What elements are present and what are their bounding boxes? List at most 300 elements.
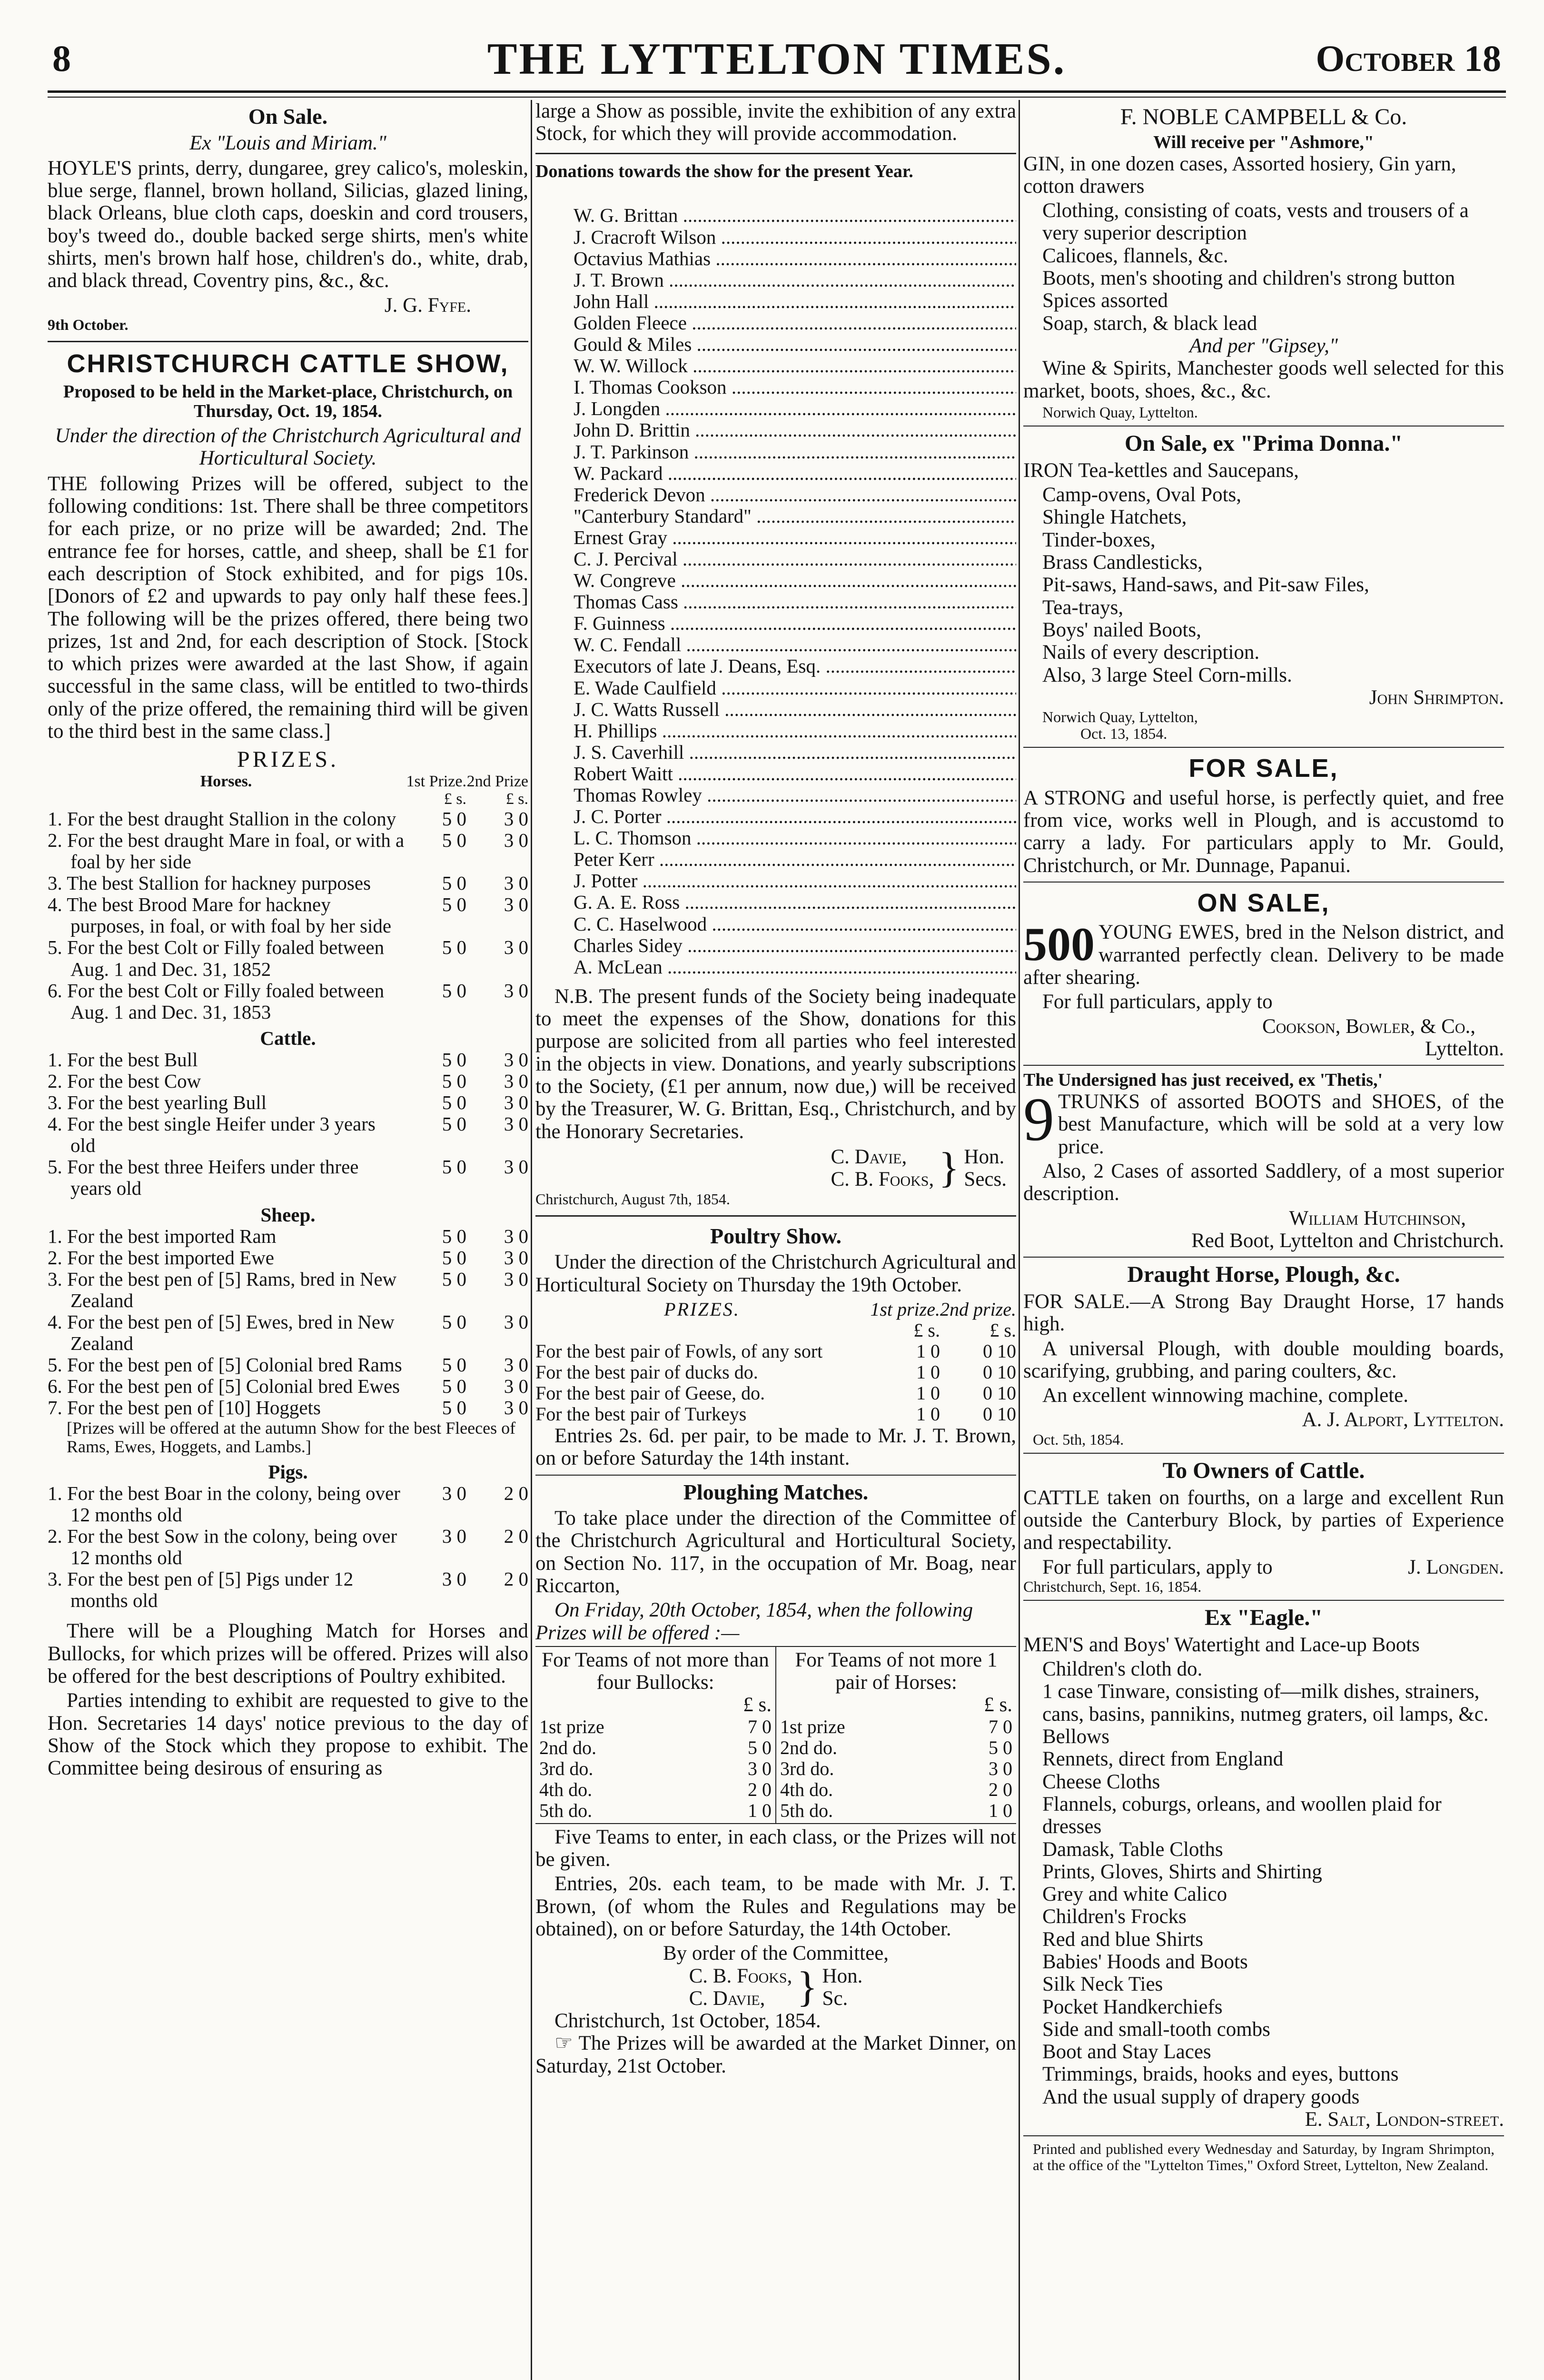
prizes-heading: PRIZES. bbox=[237, 747, 339, 773]
ploughing-title: Ploughing Matches. bbox=[683, 1479, 869, 1504]
donation-row bbox=[535, 655, 1016, 677]
donation-row bbox=[535, 806, 1016, 827]
donation-row bbox=[535, 699, 1016, 720]
ploughing-intro: To take place under the direction of the Committee of the Christchurch Agricultural and Horticultural Society, on Section No. 117, in the occupation of Mr. Boag, near Riccarton, bbox=[535, 1507, 1016, 1597]
prize-label: 3. The best Stallion for hackney purposes bbox=[48, 872, 371, 894]
prize-label: 1. For the best Bull bbox=[48, 1048, 198, 1071]
continuation-text: large a Show as possible, invite the exhibition of any extra Stock, for which they will provide accommodation. bbox=[535, 100, 1016, 145]
donor-name: W. G. Brittan ..... bbox=[535, 205, 1016, 226]
ploughing-prize-row bbox=[780, 1716, 1012, 1737]
poultry-first-value: 1 0 bbox=[916, 1361, 940, 1383]
cattle-prize-row bbox=[48, 1049, 528, 1071]
donor-name: G. A. E. Ross ..... bbox=[535, 892, 1016, 913]
ploughing-prize-label: 4th do. bbox=[539, 1778, 593, 1800]
donor-name: L. C. Thomson ..... bbox=[535, 827, 1016, 849]
on-sale-date: 9th October. bbox=[48, 316, 129, 333]
ploughing-prize-row bbox=[780, 1800, 1012, 1821]
eagle-item: And the usual supply of drapery goods bbox=[1042, 2085, 1360, 2108]
donor-name: W. Packard ..... bbox=[535, 463, 1016, 484]
prima-item: Nails of every description. bbox=[1042, 641, 1260, 664]
donation-row bbox=[535, 484, 1016, 506]
divider bbox=[1023, 2135, 1504, 2136]
thetis-also: Also, 2 Cases of assorted Saddlery, of a most superior description. bbox=[1023, 1160, 1504, 1205]
divider bbox=[1023, 1257, 1504, 1258]
cattle-show-title: CHRISTCHURCH CATTLE SHOW, bbox=[67, 349, 509, 378]
donation-row bbox=[535, 441, 1016, 463]
divider bbox=[1023, 1065, 1504, 1066]
second-prize-value: 3 0 bbox=[504, 1354, 528, 1376]
first-prize-value: 5 0 bbox=[442, 1113, 466, 1135]
ploughing-prize-amount: 2 0 bbox=[748, 1778, 772, 1800]
ploughing-prize-label: 4th do. bbox=[780, 1778, 833, 1800]
donation-row bbox=[535, 248, 1016, 269]
column-divider bbox=[531, 100, 532, 2380]
prize-label: 3. For the best yearling Bull bbox=[48, 1091, 267, 1114]
campbell-title: F. NOBLE CAMPBELL & Co. bbox=[1120, 104, 1407, 129]
first-prize-value: 5 0 bbox=[442, 979, 466, 1002]
first-prize-value: 5 0 bbox=[442, 1397, 466, 1419]
poultry-second-value: 0 10 bbox=[983, 1403, 1016, 1425]
second-prize-value: 3 0 bbox=[504, 1397, 528, 1419]
poultry-second-value: 0 10 bbox=[983, 1382, 1016, 1404]
printer-imprint: Printed and published every Wednesday and Saturday, by Ingram Shrimpton, at the office of the "Lyttelton Times," Oxford Street, Lyttelton, New Zealand. bbox=[1033, 2141, 1495, 2174]
first-prize-value: 5 0 bbox=[442, 936, 466, 959]
ploughing-note: There will be a Ploughing Match for Horses and Bullocks, for which prizes will be offered. Prizes will also be offered for the best descriptions of Poultry exhibited. bbox=[48, 1620, 528, 1687]
owners-title: To Owners of Cattle. bbox=[1162, 1458, 1365, 1483]
ploughing-prize-label: 5th do. bbox=[539, 1799, 593, 1821]
poultry-intro: Under the direction of the Christchurch Agricultural and Horticultural Society on Thursday the 19th October. bbox=[535, 1251, 1016, 1296]
ewes-title: ON SALE, bbox=[1197, 889, 1330, 918]
donation-row bbox=[535, 227, 1016, 248]
eagle-item: Silk Neck Ties bbox=[1042, 1973, 1163, 1996]
campbell-and-per: And per "Gipsey," bbox=[1189, 334, 1338, 357]
second-prize-value: 3 0 bbox=[504, 1156, 528, 1178]
second-prize-value: 2 0 bbox=[504, 1525, 528, 1547]
donation-row bbox=[535, 742, 1016, 763]
donor-name: Peter Kerr ..... bbox=[535, 849, 1016, 870]
prize-label: 5. For the best Colt or Filly foaled between Aug. 1 and Dec. 31, 1852 bbox=[48, 936, 385, 980]
horses-team-heading: For Teams of not more 1 pair of Horses: bbox=[795, 1648, 998, 1694]
second-prize-header: 2nd Prize bbox=[466, 773, 528, 791]
issue-date: October 18 bbox=[1316, 38, 1501, 79]
eagle-item: Rennets, direct from England bbox=[1042, 1748, 1284, 1771]
donation-row bbox=[535, 892, 1016, 913]
prima-signature: John Shrimpton. bbox=[1369, 686, 1504, 709]
second-prize-value: 3 0 bbox=[504, 1070, 528, 1092]
first-prize-header: 1st Prize. bbox=[406, 773, 466, 791]
campbell-wine: Wine & Spirits, Manchester goods well selected for this market, boots, shoes, &c., &c. bbox=[1023, 357, 1504, 402]
donation-row bbox=[535, 613, 1016, 634]
prize-label: 5. For the best pen of [5] Colonial bred Rams bbox=[48, 1354, 402, 1376]
poultry-first-value: 1 0 bbox=[916, 1382, 940, 1404]
donor-name: J. T. Brown ..... bbox=[535, 269, 1016, 291]
horses-prize-table bbox=[48, 773, 528, 1611]
eagle-item: Flannels, coburgs, orleans, and woollen plaid for dresses bbox=[1042, 1793, 1442, 1838]
donor-name: Executors of late J. Deans, Esq. ..... bbox=[535, 655, 1016, 677]
ploughing-prize-row bbox=[780, 1779, 1012, 1800]
first-prize-value: 5 0 bbox=[442, 893, 466, 916]
thetis-body: TRUNKS of assorted BOOTS and SHOES, of the best Manufacture, which will be sold at a very low price. bbox=[1058, 1091, 1504, 1158]
ploughing-prize-amount: 3 0 bbox=[989, 1757, 1012, 1779]
cattle-heading: Cattle. bbox=[260, 1027, 316, 1049]
horse-prize-row bbox=[48, 808, 528, 830]
hon-label: Hon. bbox=[964, 1145, 1005, 1168]
campbell-address: Norwich Quay, Lyttelton. bbox=[1042, 403, 1198, 421]
donor-name: J. C. Porter ..... bbox=[535, 806, 1016, 827]
on-sale-title: On Sale. bbox=[248, 104, 328, 129]
donor-name: Robert Waitt ..... bbox=[535, 763, 1016, 784]
donor-name: C. J. Percival ..... bbox=[535, 548, 1016, 570]
campbell-subtitle: Will receive per "Ashmore," bbox=[1153, 132, 1374, 152]
campbell-body: GIN, in one dozen cases, Assorted hosiery, Gin yarn, cotton drawers bbox=[1023, 152, 1456, 198]
committee-signatures: C. B. Fooks, C. Davie, } Hon. Sc. bbox=[689, 1963, 863, 2011]
donation-row bbox=[535, 269, 1016, 291]
eagle-first: MEN'S and Boys' Watertight and Lace-up Boots bbox=[1023, 1633, 1420, 1656]
for-sale-body: A STRONG and useful horse, is perfectly quiet, and free from vice, works well in Plough, and is accustomd to carry a lady. For particulars apply to Mr. Gould, Christchurch, or Mr. Dunnage, Papanui. bbox=[1023, 786, 1504, 877]
prize-label: 3. For the best pen of [5] Pigs under 12 months old bbox=[48, 1568, 354, 1612]
donor-name: I. Thomas Cookson ..... bbox=[535, 377, 1016, 398]
first-prize-value: 5 0 bbox=[442, 1375, 466, 1398]
second-prize-value: 3 0 bbox=[504, 829, 528, 851]
secretaries-block: C. Davie, C. B. Fooks, } Hon. Secs. bbox=[831, 1144, 1007, 1192]
ewes-particulars: For full particulars, apply to bbox=[1042, 991, 1273, 1013]
nb-text: N.B. The present funds of the Society being inadequate to meet the expenses of the Show, donations for this purpose are solicited from all parties who feel interested in the objects in view. Donations, and yearly subscriptions to the Society, (£1 per annum, now due,) will be received by the Treasurer, W. G. Brittan, Esq., Christchurch, and by the Honorary Secretaries. bbox=[535, 985, 1016, 1143]
campbell-item: Boots, men's shooting and children's strong button bbox=[1042, 267, 1455, 290]
horses-column bbox=[776, 1647, 1016, 1823]
ploughing-prize-amount: 1 0 bbox=[989, 1799, 1012, 1821]
thetis-ad bbox=[1023, 1085, 1504, 1158]
prima-item: Pit-saws, Hand-saws, and Pit-saw Files, bbox=[1042, 574, 1369, 596]
sheep-prize-row bbox=[48, 1226, 528, 1247]
hon-label: Hon. bbox=[822, 1964, 863, 1987]
prima-item: Tea-trays, bbox=[1042, 596, 1124, 619]
second-prize-value: 3 0 bbox=[504, 1225, 528, 1247]
campbell-items bbox=[1023, 199, 1504, 335]
horses-heading: Horses. bbox=[200, 773, 252, 791]
five-teams-note: Five Teams to enter, in each class, or the Prizes will not be given. bbox=[535, 1825, 1016, 1871]
poultry-row bbox=[535, 1404, 1016, 1425]
first-prize-value: 5 0 bbox=[442, 872, 466, 894]
donation-row bbox=[535, 677, 1016, 699]
draught-plough: A universal Plough, with double moulding boards, scarifying, grubbing, and paring coulters, &c. bbox=[1023, 1337, 1504, 1382]
prize-label: 2. For the best draught Mare in foal, or with a foal by her side bbox=[48, 829, 405, 873]
ploughing-prize-row bbox=[780, 1737, 1012, 1758]
donations-table bbox=[535, 183, 1016, 977]
ploughing-prize-amount: 7 0 bbox=[989, 1716, 1012, 1737]
cattle-show-intro: THE following Prizes will be offered, subject to the following conditions: 1st. There shall be three competitors for each prize, or no prize will be awarded; 2nd. The entrance fee for horses, cattle, and sheep, shall be £1 for each description of Stock exhibited, and for pigs 10s. [Donors of £2 and upwards to pay only half these fees.] The following will be the prizes offered, there being two prizes, 1st and 2nd, for each description of Stock. [Stock to which prizes were awarded at the last Show, if again successful in the same class, will be entitled to two-thirds only of the prize offered, the remaining third will be given to the third best in the same class.] bbox=[48, 472, 528, 743]
divider bbox=[48, 341, 528, 342]
masthead-rule bbox=[48, 90, 1506, 93]
first-prize-value: 5 0 bbox=[442, 1246, 466, 1269]
donor-name: A. McLean ..... bbox=[535, 956, 1016, 978]
column-1 bbox=[48, 100, 528, 2380]
first-prize-value: 5 0 bbox=[442, 1268, 466, 1290]
campbell-item: Soap, starch, & black lead bbox=[1042, 312, 1257, 335]
ploughing-prize-row bbox=[780, 1758, 1012, 1779]
eagle-item: Prints, Gloves, Shirts and Shirting bbox=[1042, 1860, 1322, 1883]
horse-prize-row bbox=[48, 894, 528, 937]
prima-item: Shingle Hatchets, bbox=[1042, 506, 1187, 529]
second-prize-value: 3 0 bbox=[504, 1311, 528, 1333]
donor-name: J. C. Watts Russell ..... bbox=[535, 699, 1016, 720]
ploughing-prize-label: 5th do. bbox=[780, 1799, 833, 1821]
eagle-item: Children's Frocks bbox=[1042, 1905, 1187, 1928]
draught-title: Draught Horse, Plough, &c. bbox=[1127, 1262, 1400, 1288]
pointing-hand-icon: ☞ bbox=[554, 2032, 579, 2055]
cattle-prize-row bbox=[48, 1071, 528, 1092]
owners-particulars: For full particulars, apply to bbox=[1042, 1556, 1273, 1578]
eagle-item: Side and small-tooth combs bbox=[1042, 2018, 1270, 2041]
prize-label: 4. The best Brood Mare for hackney purposes, in foal, or with foal by her side bbox=[48, 893, 392, 937]
second-prize-value: 3 0 bbox=[504, 1375, 528, 1398]
second-prize-value: 3 0 bbox=[504, 1246, 528, 1269]
donation-row bbox=[535, 849, 1016, 870]
prima-date: Oct. 13, 1854. bbox=[1080, 725, 1168, 743]
donation-row bbox=[535, 355, 1016, 377]
secretary-name: C. Davie, bbox=[831, 1145, 907, 1168]
ploughing-final-note bbox=[535, 2032, 1016, 2077]
eagle-item: Trimmings, braids, hooks and eyes, buttons bbox=[1042, 2063, 1399, 2086]
ploughing-prize-label: 2nd do. bbox=[780, 1736, 837, 1758]
eagle-item: Bellows bbox=[1042, 1726, 1109, 1748]
by-order: By order of the Committee, bbox=[663, 1942, 889, 1965]
thetis-address: Red Boot, Lyttelton and Christchurch. bbox=[1191, 1229, 1504, 1252]
ploughing-date-line: On Friday, 20th October, 1854, when the following Prizes will be offered :— bbox=[535, 1599, 973, 1644]
horse-prize-row bbox=[48, 980, 528, 1023]
first-prize-value: 3 0 bbox=[442, 1482, 466, 1504]
first-prize-value: 5 0 bbox=[442, 1354, 466, 1376]
poultry-unit: £ s. bbox=[913, 1319, 940, 1341]
prize-label: 7. For the best pen of [10] Hoggets bbox=[48, 1397, 321, 1419]
donation-row bbox=[535, 463, 1016, 484]
poultry-prizes-label: PRIZES. bbox=[664, 1298, 740, 1320]
donor-name: Golden Fleece ..... bbox=[535, 312, 1016, 334]
donor-name: John D. Brittin ..... bbox=[535, 419, 1016, 441]
bullocks-unit: £ s. bbox=[743, 1694, 772, 1716]
prize-label: 4. For the best pen of [5] Ewes, bred in New Zealand bbox=[48, 1311, 395, 1355]
eagle-item: Damask, Table Cloths bbox=[1042, 1838, 1223, 1861]
prize-label: 2. For the best Sow in the colony, being over 12 months old bbox=[48, 1525, 397, 1569]
sheep-prize-row bbox=[48, 1397, 528, 1418]
donor-name: John Hall ..... bbox=[535, 291, 1016, 312]
donor-name: Gould & Miles ..... bbox=[535, 334, 1016, 355]
page-number: 8 bbox=[52, 38, 71, 79]
prize-label: 5. For the best three Heifers under three years old bbox=[48, 1156, 359, 1200]
first-prize-value: 3 0 bbox=[442, 1568, 466, 1590]
draught-date: Oct. 5th, 1854. bbox=[1033, 1430, 1124, 1448]
donor-name: W. W. Willock ..... bbox=[535, 355, 1016, 377]
donor-name: C. C. Haselwood ..... bbox=[535, 913, 1016, 935]
divider bbox=[535, 1215, 1016, 1217]
bullocks-column bbox=[535, 1647, 776, 1823]
first-prize-value: 5 0 bbox=[442, 1156, 466, 1178]
campbell-item: Clothing, consisting of coats, vests and trousers of a very superior description bbox=[1042, 199, 1469, 245]
donation-row bbox=[535, 827, 1016, 849]
ploughing-prize-row bbox=[539, 1779, 772, 1800]
committee-name: C. B. Fooks, bbox=[689, 1964, 792, 1987]
draught-body: FOR SALE.—A Strong Bay Draught Horse, 17 hands high. bbox=[1023, 1290, 1504, 1336]
pig-prize-row bbox=[48, 1483, 528, 1526]
owners-signature: J. Longden. bbox=[1408, 1556, 1504, 1578]
ploughing-prize-row bbox=[539, 1737, 772, 1758]
poultry-entries: Entries 2s. 6d. per pair, to be made to Mr. J. T. Brown, on or before Saturday the 14th instant. bbox=[535, 1424, 1016, 1470]
poultry-prize-table bbox=[535, 1299, 1016, 1425]
cattle-show-subtitle: Proposed to be held in the Market-place, Christchurch, on Thursday, Oct. 19, 1854. bbox=[63, 381, 513, 422]
poultry-label: For the best pair of Geese, do. bbox=[535, 1382, 765, 1404]
ploughing-prize-row bbox=[539, 1758, 772, 1779]
masthead-rule-thin bbox=[48, 97, 1506, 98]
divider bbox=[1023, 1600, 1504, 1601]
donor-name: J. S. Caverhill ..... bbox=[535, 742, 1016, 763]
cattle-prize-row bbox=[48, 1156, 528, 1199]
eagle-title: Ex "Eagle." bbox=[1205, 1605, 1323, 1631]
prize-label: 3. For the best pen of [5] Rams, bred in New Zealand bbox=[48, 1268, 397, 1311]
cattle-prize-row bbox=[48, 1113, 528, 1156]
ploughing-prize-label: 3rd do. bbox=[780, 1757, 834, 1779]
masthead bbox=[48, 29, 1506, 86]
prize-label: 4. For the best single Heifer under 3 years old bbox=[48, 1113, 376, 1157]
donation-row bbox=[535, 720, 1016, 742]
donation-row bbox=[535, 506, 1016, 527]
donation-row bbox=[535, 419, 1016, 441]
ploughing-prize-label: 2nd do. bbox=[539, 1736, 596, 1758]
draught-winnow: An excellent winnowing machine, complete. bbox=[1042, 1384, 1408, 1407]
second-prize-value: 3 0 bbox=[504, 936, 528, 959]
draught-signature: A. J. Alport, Lyttelton. bbox=[1302, 1408, 1504, 1431]
donations-title: Donations towards the show for the present Year. bbox=[535, 161, 913, 181]
eagle-item: Red and blue Shirts bbox=[1042, 1928, 1203, 1951]
donor-name: Ernest Gray ..... bbox=[535, 527, 1016, 548]
ploughing-final-text: The Prizes will be awarded at the Market Dinner, on Saturday, 21st October. bbox=[535, 2032, 1016, 2077]
on-sale-subtitle: Ex "Louis and Miriam." bbox=[189, 131, 386, 154]
donor-name: J. Longden ..... bbox=[535, 398, 1016, 419]
donation-row bbox=[535, 570, 1016, 591]
donation-row bbox=[535, 398, 1016, 419]
prize-label: 2. For the best Cow bbox=[48, 1070, 201, 1092]
donation-row bbox=[535, 913, 1016, 935]
eagle-item: 1 case Tinware, consisting of—milk dishes, strainers, cans, basins, pannikins, nutmeg graters, oil lamps, &c. bbox=[1042, 1680, 1489, 1726]
column-2 bbox=[535, 100, 1016, 2380]
second-prize-value: 3 0 bbox=[504, 807, 528, 830]
second-prize-value: 3 0 bbox=[504, 1113, 528, 1135]
prize-label: 6. For the best pen of [5] Colonial bred Ewes bbox=[48, 1375, 400, 1398]
donor-name: W. C. Fendall ..... bbox=[535, 634, 1016, 655]
ploughing-date: Christchurch, 1st October, 1854. bbox=[554, 2010, 821, 2033]
poultry-title: Poultry Show. bbox=[710, 1223, 842, 1248]
committee-name: C. Davie, bbox=[689, 1987, 765, 2010]
column-3 bbox=[1023, 100, 1504, 2380]
owners-particulars-line bbox=[1023, 1556, 1504, 1578]
second-prize-value: 2 0 bbox=[504, 1482, 528, 1504]
donor-name: Thomas Cass ..... bbox=[535, 591, 1016, 613]
poultry-second-value: 0 10 bbox=[983, 1340, 1016, 1362]
first-prize-value: 5 0 bbox=[442, 1048, 466, 1071]
owners-body: CATTLE taken on fourths, on a large and excellent Run outside the Canterbury Block, by parties of Experience and respectability. bbox=[1023, 1486, 1504, 1554]
donor-name: Charles Sidey ..... bbox=[535, 935, 1016, 956]
ploughing-prize-amount: 2 0 bbox=[989, 1778, 1012, 1800]
poultry-first-header: 1st prize. bbox=[870, 1298, 940, 1320]
donation-row bbox=[535, 205, 1016, 226]
eagle-item: Children's cloth do. bbox=[1042, 1658, 1203, 1681]
secretary-name: C. B. Fooks, bbox=[831, 1168, 934, 1191]
donor-name: E. Wade Caulfield ..... bbox=[535, 677, 1016, 699]
bullocks-heading: For Teams of not more than four Bullocks: bbox=[542, 1648, 769, 1694]
second-prize-value: 3 0 bbox=[504, 1091, 528, 1114]
donor-name: J. Potter ..... bbox=[535, 870, 1016, 892]
pig-prize-row bbox=[48, 1526, 528, 1568]
first-prize-value: 5 0 bbox=[442, 807, 466, 830]
pigs-heading: Pigs. bbox=[268, 1460, 308, 1483]
sheep-heading: Sheep. bbox=[260, 1203, 316, 1226]
donor-name: J. Cracroft Wilson ..... bbox=[535, 227, 1016, 248]
donation-row bbox=[535, 634, 1016, 655]
ewes-place: Lyttelton. bbox=[1425, 1037, 1504, 1060]
divider bbox=[535, 153, 1016, 154]
column-divider bbox=[1019, 100, 1020, 2380]
owners-date: Christchurch, Sept. 16, 1854. bbox=[1023, 1577, 1202, 1595]
donation-row bbox=[535, 784, 1016, 806]
donor-name: Thomas Rowley ..... bbox=[535, 784, 1016, 806]
ewes-ad bbox=[1023, 918, 1504, 989]
sheep-prize-row bbox=[48, 1311, 528, 1354]
poultry-second-value: 0 10 bbox=[983, 1361, 1016, 1383]
sheep-prize-row bbox=[48, 1376, 528, 1397]
on-sale-body: HOYLE'S prints, derry, dungaree, grey calico's, moleskin, blue serge, flannel, brown holland, Silicias, glazed lining, black Orleans, blue cloth caps, doeskin and cord trousers, boy's tweed do., double backed serge shirts, men's white shirts, men's brown half hose, children's do., white, drab, and black thread, Coventry pins, &c., &c. bbox=[48, 157, 528, 292]
unit-header: £ s. bbox=[505, 790, 528, 808]
prize-label: 1. For the best draught Stallion in the colony bbox=[48, 807, 396, 830]
prima-item: Tinder-boxes, bbox=[1042, 528, 1156, 551]
sheep-note: [Prizes will be offered at the autumn Show for the best Fleeces of Rams, Ewes, Hoggets, and Lambs.] bbox=[67, 1418, 516, 1457]
divider bbox=[535, 1475, 1016, 1476]
ploughing-prize-label: 1st prize bbox=[780, 1716, 845, 1737]
donation-row bbox=[535, 870, 1016, 892]
prima-first: IRON Tea-kettles and Saucepans, bbox=[1023, 459, 1299, 482]
for-sale-title: FOR SALE, bbox=[1188, 754, 1339, 783]
ploughing-prize-label: 3rd do. bbox=[539, 1757, 594, 1779]
second-prize-value: 3 0 bbox=[504, 1268, 528, 1290]
ploughing-prize-amount: 1 0 bbox=[748, 1799, 772, 1821]
second-prize-value: 3 0 bbox=[504, 893, 528, 916]
sc-label: Sc. bbox=[822, 1987, 848, 2010]
nb-date: Christchurch, August 7th, 1854. bbox=[535, 1190, 730, 1208]
donor-name: W. Congreve ..... bbox=[535, 570, 1016, 591]
donation-row bbox=[535, 377, 1016, 398]
sheep-prize-row bbox=[48, 1269, 528, 1311]
poultry-second-header: 2nd prize. bbox=[940, 1298, 1016, 1320]
ewes-body: YOUNG EWES, bred in the Nelson district, and warranted perfectly clean. Delivery to be made after shearing. bbox=[1023, 921, 1504, 989]
prima-address: Norwich Quay, Lyttelton, bbox=[1042, 708, 1198, 726]
ploughing-prize-columns bbox=[535, 1646, 1016, 1824]
poultry-row bbox=[535, 1383, 1016, 1404]
thetis-signature: William Hutchinson, bbox=[1289, 1207, 1466, 1230]
first-prize-value: 5 0 bbox=[442, 1311, 466, 1333]
prima-items bbox=[1023, 484, 1504, 686]
ploughing-prize-row bbox=[539, 1800, 772, 1821]
prima-item: Boys' nailed Boots, bbox=[1042, 618, 1201, 641]
poultry-row bbox=[535, 1362, 1016, 1383]
first-prize-value: 3 0 bbox=[442, 1525, 466, 1547]
poultry-unit: £ s. bbox=[990, 1319, 1016, 1341]
prima-item: Camp-ovens, Oval Pots, bbox=[1042, 484, 1242, 506]
ploughing-prize-amount: 3 0 bbox=[748, 1757, 772, 1779]
eagle-item: Boot and Stay Laces bbox=[1042, 2041, 1211, 2063]
first-prize-value: 5 0 bbox=[442, 1225, 466, 1247]
divider bbox=[1023, 1453, 1504, 1454]
horse-prize-row bbox=[48, 830, 528, 873]
eagle-items bbox=[1023, 1658, 1504, 2108]
campbell-item: Spices assorted bbox=[1042, 289, 1168, 312]
donor-name: "Canterbury Standard" ..... bbox=[535, 506, 1016, 527]
